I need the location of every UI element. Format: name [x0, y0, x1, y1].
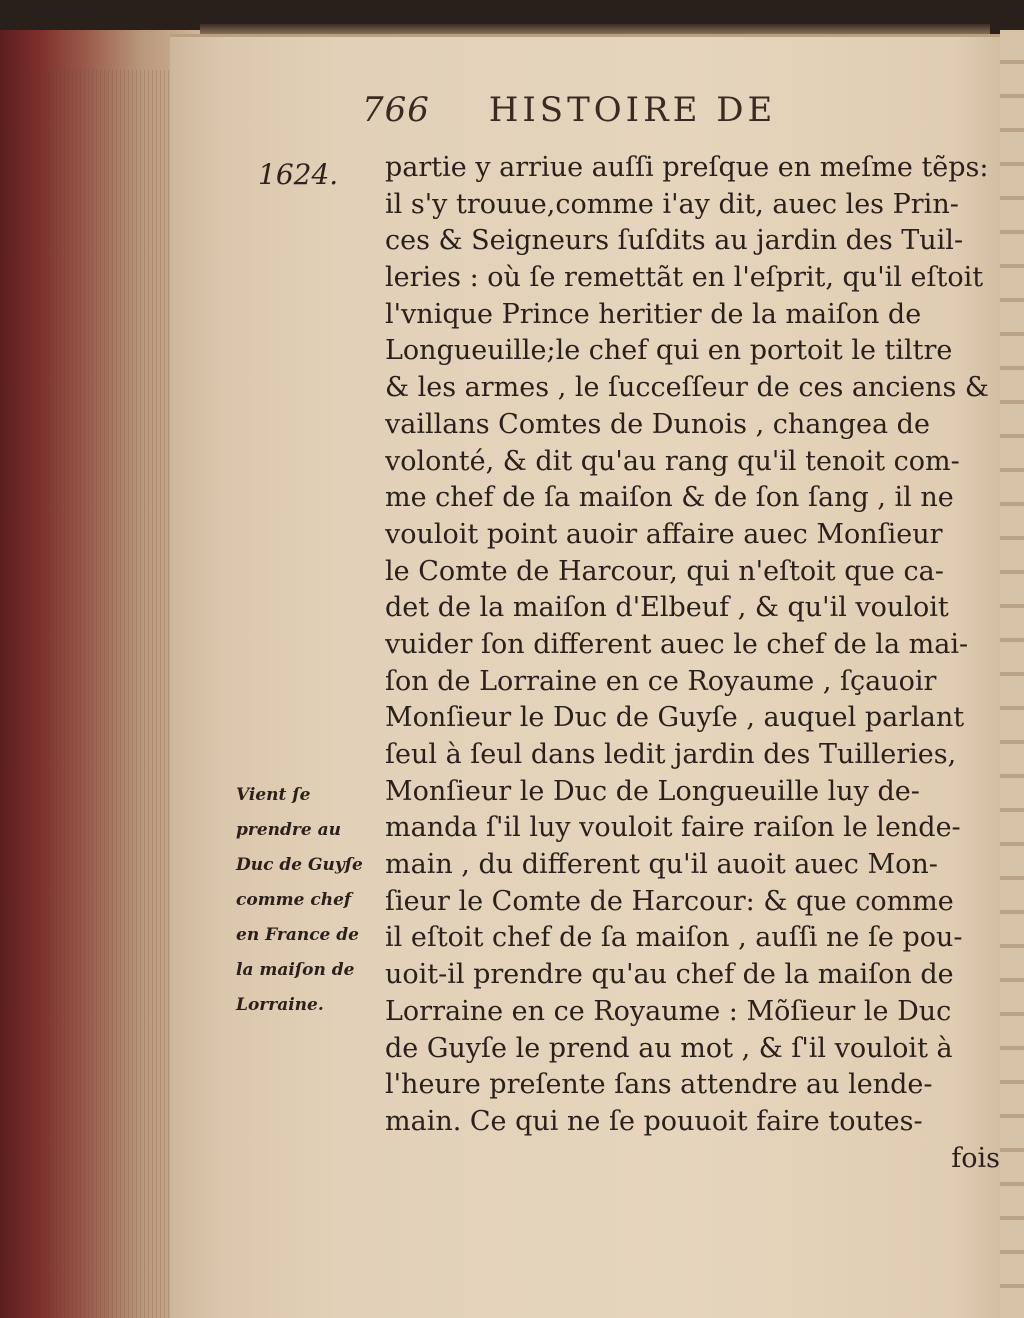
text-line: ſeul à ſeul dans ledit jardin des Tuilleries, [385, 739, 957, 770]
text-line: il eſtoit chef de ſa maiſon , auſſi ne ſe pou- [385, 922, 963, 954]
text-line: Lorraine en ce Royaume : Mõſieur le Duc [385, 995, 952, 1027]
text-line: leries : où ſe remettãt en l'eſprit, qu'il eſtoit [385, 262, 984, 294]
note-line: en France de [236, 925, 359, 945]
note-line: prendre au [236, 820, 341, 840]
text-line: Monſieur le Duc de Guyſe , auquel parlant [385, 702, 965, 734]
margin-year: 1624. [258, 158, 339, 191]
next-page-edge [1000, 30, 1024, 1318]
note-line: Vient ſe [236, 785, 311, 805]
catchword: fois [951, 1142, 1000, 1174]
text-line: l'vnique Prince heritier de la maiſon de [385, 298, 922, 330]
text-line: ces & Seigneurs ſuſdits au jardin des Tuil- [385, 225, 964, 257]
note-line: la maiſon de [236, 960, 355, 980]
text-line: le Comte de Harcour, qui n'eſtoit que ca- [385, 555, 944, 587]
text-line: de Guyſe le prend au mot , & ſ'il vouloit à [385, 1032, 953, 1064]
text-line: partie y arriue auſſi preſque en meſme tẽps: [385, 152, 989, 183]
text-line: main , du different qu'il auoit auec Mon- [385, 849, 938, 881]
text-line: main. Ce qui ne ſe pouuoit faire toutes- [385, 1105, 923, 1137]
text-line: manda ſ'il luy vouloit faire raiſon le lende- [385, 812, 961, 844]
text-line: Monſieur le Duc de Longueuille luy de- [385, 775, 920, 807]
text-line: & les armes , le ſucceſſeur de ces anciens & [385, 372, 989, 404]
body-text [385, 150, 1000, 1177]
text-line: vuider ſon different auec le chef de la mai- [385, 628, 969, 660]
note-line: comme chef [236, 890, 352, 910]
text-line: uoit-il prendre qu'au chef de la maiſon de [385, 959, 954, 991]
text-line: volonté, & dit qu'au rang qu'il tenoit com- [385, 445, 960, 477]
text-line: ſon de Lorraine en ce Royaume , ſçauoir [385, 665, 937, 697]
text-line: ſieur le Comte de Harcour: & que comme [385, 885, 954, 917]
marginal-note [236, 778, 386, 1023]
text-line: l'heure preſente ſans attendre au lende- [385, 1069, 933, 1101]
text-line: vouloit point auoir affaire auec Monſieur [385, 518, 943, 550]
running-head [362, 90, 776, 130]
text-line: me chef de ſa maiſon & de ſon ſang , il ne [385, 482, 954, 514]
note-line: Duc de Guyſe [236, 855, 363, 875]
text-line: vaillans Comtes de Dunois , changea de [385, 408, 930, 440]
running-title: HISTOIRE DE [488, 90, 777, 130]
text-line: Longueuille;le chef qui en portoit le tiltre [385, 335, 953, 367]
text-line: il s'y trouue,comme i'ay dit, auec les Prin- [385, 188, 959, 220]
note-line: Lorraine. [236, 995, 324, 1015]
page-number: 766 [362, 90, 430, 130]
text-line: det de la maiſon d'Elbeuf , & qu'il vouloit [385, 592, 949, 624]
